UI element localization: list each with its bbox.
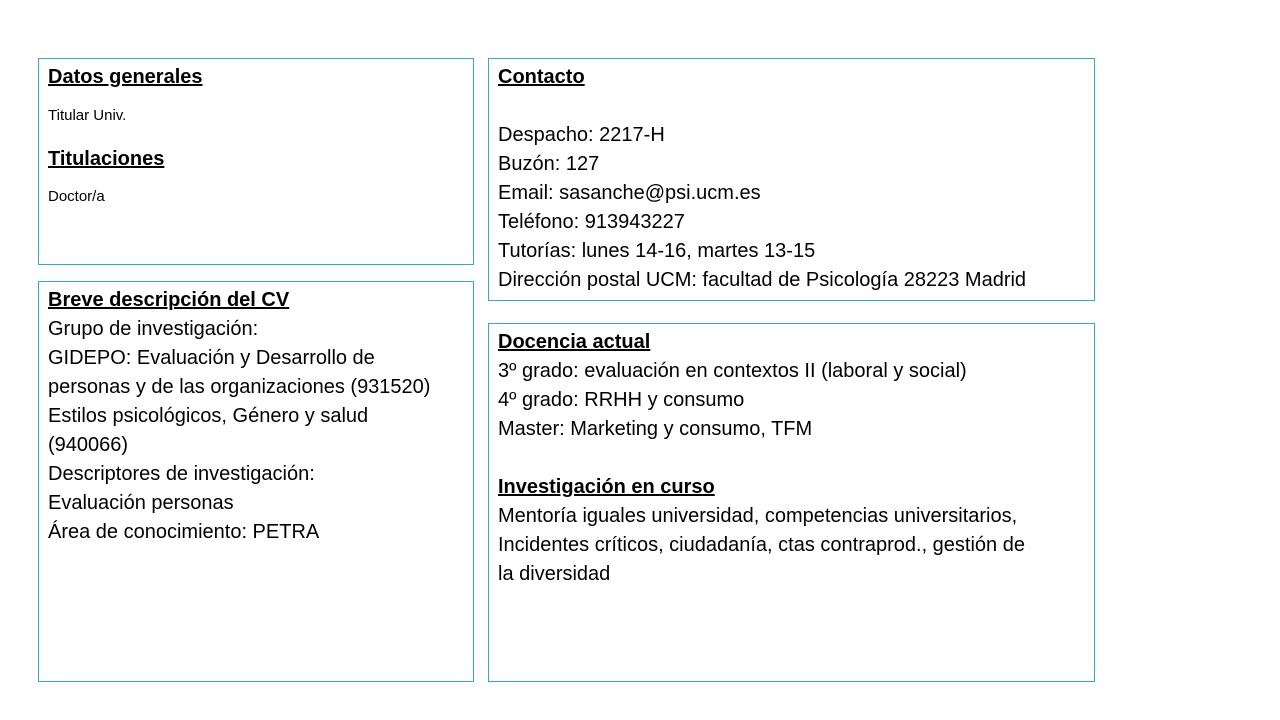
cv-line: GIDEPO: Evaluación y Desarrollo de <box>48 347 375 369</box>
docencia-line: 4º grado: RRHH y consumo <box>498 389 745 411</box>
contacto-tutorias: Tutorías: lunes 14-16, martes 13-15 <box>498 240 816 262</box>
contacto-buzon: Buzón: 127 <box>498 153 600 175</box>
datos-generales-heading: Datos generales <box>48 66 203 88</box>
cv-line: Grupo de investigación: <box>48 318 259 340</box>
docencia-box <box>488 323 1095 682</box>
cv-line: Área de conocimiento: PETRA <box>48 521 320 543</box>
cv-line: Estilos psicológicos, Género y salud <box>48 405 369 427</box>
cv-line: Evaluación personas <box>48 492 234 514</box>
datos-generales-value: Titular Univ. <box>48 107 127 124</box>
cv-heading: Breve descripción del CV <box>48 289 290 311</box>
investigacion-heading: Investigación en curso <box>498 476 715 498</box>
cv-line: Descriptores de investigación: <box>48 463 315 485</box>
datos-generales-box <box>38 58 474 265</box>
contacto-box <box>488 58 1095 301</box>
docencia-line: Master: Marketing y consumo, TFM <box>498 418 813 440</box>
investigacion-line: la diversidad <box>498 563 611 585</box>
investigacion-line: Mentoría iguales universidad, competencias universitarios, <box>498 505 1018 527</box>
docencia-line: 3º grado: evaluación en contextos II (laboral y social) <box>498 360 967 382</box>
contacto-email: Email: sasanche@psi.ucm.es <box>498 182 761 204</box>
titulaciones-heading: Titulaciones <box>48 148 165 170</box>
titulaciones-value: Doctor/a <box>48 188 105 205</box>
contacto-heading: Contacto <box>498 66 585 88</box>
cv-line: (940066) <box>48 434 129 456</box>
contacto-despacho: Despacho: 2217-H <box>498 124 665 146</box>
investigacion-line: Incidentes críticos, ciudadanía, ctas contraprod., gestión de <box>498 534 1025 556</box>
contacto-telefono: Teléfono: 913943227 <box>498 211 685 233</box>
cv-line: personas y de las organizaciones (931520) <box>48 376 431 398</box>
docencia-heading: Docencia actual <box>498 331 651 353</box>
contacto-direccion: Dirección postal UCM: facultad de Psicología 28223 Madrid <box>498 269 1027 291</box>
cv-box <box>38 281 474 682</box>
